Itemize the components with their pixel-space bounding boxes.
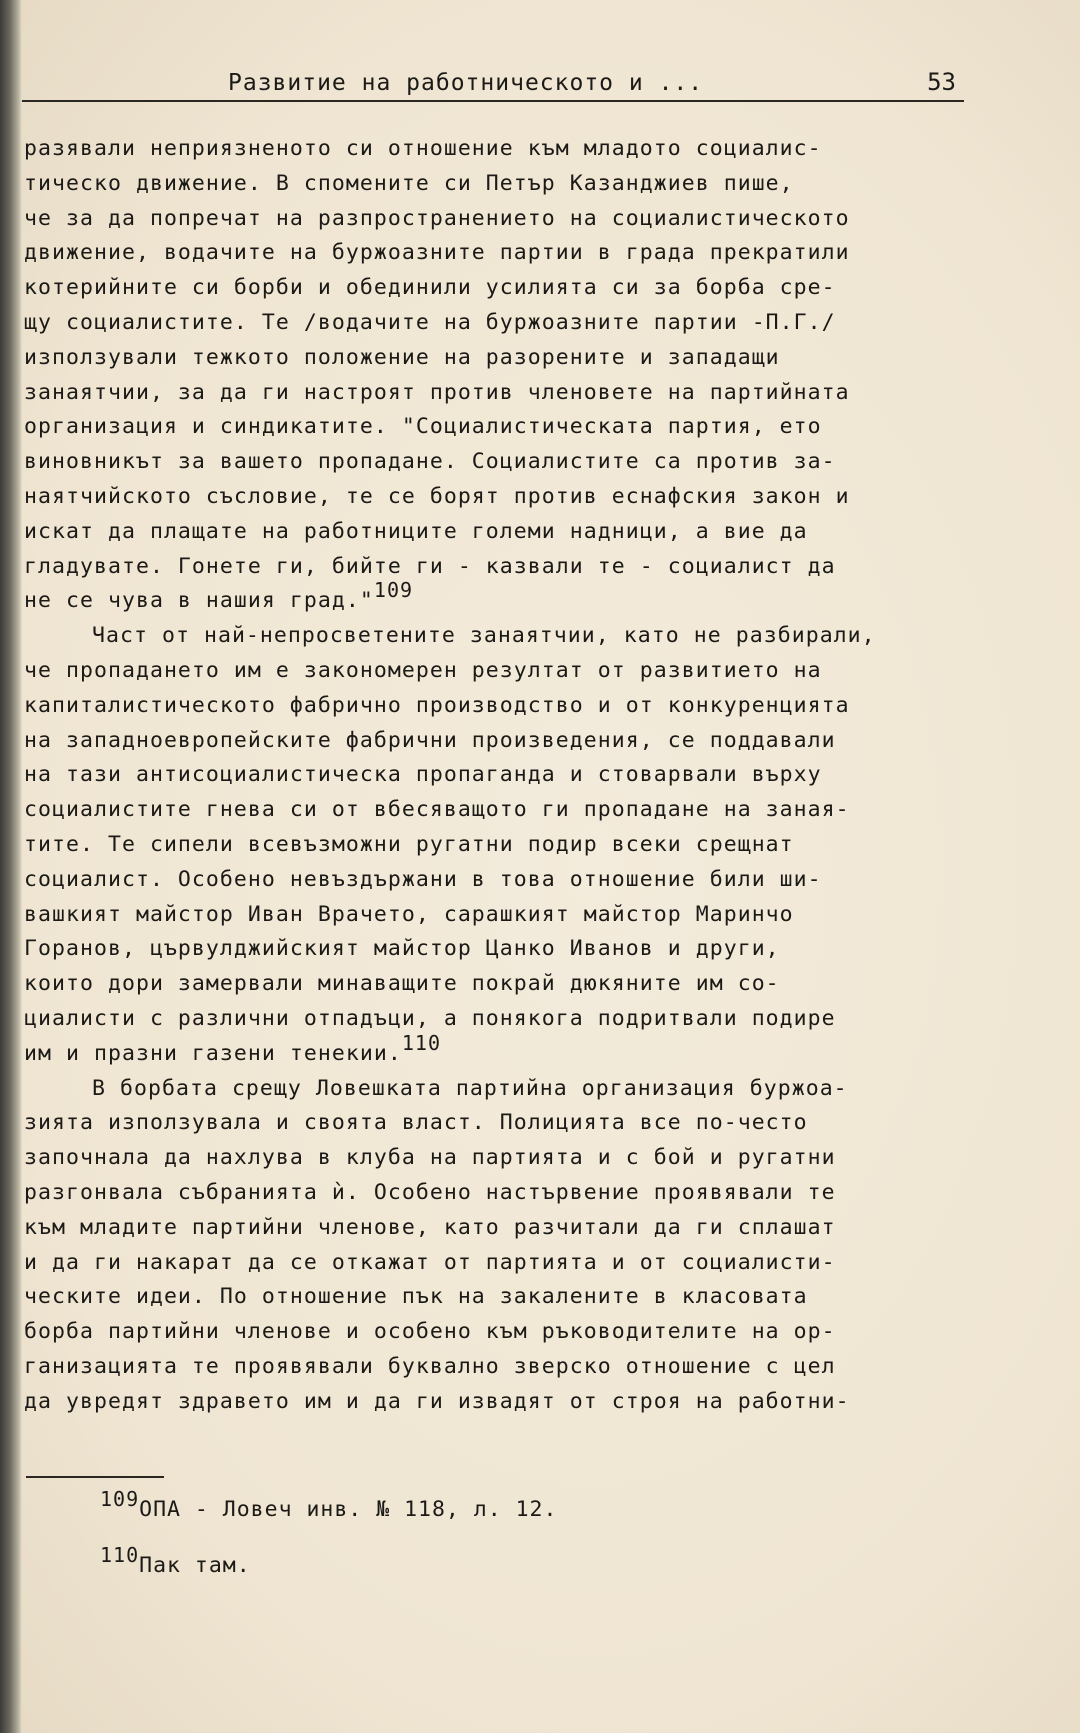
text-line: социалист. Особено невъздържани в това отношение били ши- — [24, 866, 822, 892]
footnote-number: 110 — [100, 1542, 140, 1567]
running-header — [22, 64, 964, 104]
text-line: Част от най-непросветените занаятчии, като не разбирали, — [92, 623, 876, 649]
footnote-rule — [26, 1476, 164, 1478]
text-line: използували тежкото положение на разорените и западащи — [24, 344, 780, 370]
text-line-with-footnote — [24, 1030, 976, 1072]
text-line: зията използувала и своята власт. Полицията все по-често — [24, 1110, 808, 1136]
text-line: започнала да нахлува в клуба на партията и с бой и ругатни — [24, 1145, 836, 1171]
text-line: ганизацията те проявявали буквално зверско отношение с цел — [24, 1353, 836, 1379]
text-line: им и празни газени тенекии. — [24, 1040, 402, 1066]
footnote-number: 109 — [100, 1486, 140, 1511]
text-line: на западноевропейските фабрични произведения, се поддавали — [24, 727, 836, 753]
text-line: движение, водачите на буржоазните партии в града прекратили — [24, 240, 850, 266]
text-line: тите. Те сипели всевъзможни ругатни подир всеки срещнат — [24, 831, 794, 857]
text-line: ческите идеи. По отношение пък на закалените в класовата — [24, 1284, 808, 1310]
footnote-text: ОПА - Ловеч инв. № 118, л. 12. — [139, 1497, 558, 1522]
book-binding-edge — [0, 0, 22, 1733]
text-line: че пропадането им е закономерен резултат от развитието на — [24, 657, 822, 683]
text-line: виновникът за вашето пропадане. Социалистите са против за- — [24, 449, 836, 475]
page-number: 53 — [927, 68, 956, 96]
text-line-with-footnote — [24, 578, 976, 619]
text-line: не се чува в нашия град." — [24, 588, 374, 614]
text-line: наятчийското съсловие, те се борят против еснафския закон и — [24, 483, 850, 509]
text-line: към младите партийни членове, като разчитали да ги сплашат — [24, 1214, 836, 1240]
text-line: искат да плащате на работниците големи надници, а вие да — [24, 518, 808, 544]
text-line: на тази антисоциалистическа пропаганда и стоварвали върху — [24, 762, 822, 788]
text-line: които дори замервали минаващите покрай дюкяните им со- — [24, 971, 780, 997]
text-line: вашкият майстор Иван Врачето, сарашкият майстор Маринчо — [24, 901, 794, 927]
text-line: организация и синдикатите. "Социалистическата партия, ето — [24, 414, 822, 440]
text-line: разгонвала събранията ѝ. Особено настървение проявявали те — [24, 1179, 836, 1205]
text-line: циалисти с различни отпадъци, а понякога подритвали подире — [24, 1005, 836, 1031]
text-line: борба партийни членове и особено към ръководителите на ор- — [24, 1319, 836, 1345]
header-rule — [22, 100, 964, 102]
text-line: че за да попречат на разпространението на социалистическото — [24, 205, 850, 231]
text-line: гладувате. Гонете ги, бийте ги - казвали те - социалист да — [24, 553, 836, 579]
footnote-ref-110: 110 — [401, 1030, 442, 1055]
footnote-109 — [100, 1482, 960, 1538]
text-line: разявали неприязненото си отношение към младото социалис- — [24, 136, 822, 161]
footnotes — [100, 1482, 960, 1594]
text-line: тическо движение. В спомените си Петър Казанджиев пише, — [24, 170, 794, 196]
text-line: В борбата срещу Ловешката партийна организация буржоа- — [92, 1075, 848, 1101]
text-line: щу социалистите. Те /водачите на буржоазните партии -П.Г./ — [24, 309, 836, 335]
text-line: социалистите гнева си от вбесяващото ги пропадане на заная- — [24, 797, 850, 823]
running-header-title: Развитие на работническото и ... — [228, 70, 704, 96]
text-line: да увредят здравето им и да ги извадят от строя на работни- — [24, 1388, 850, 1414]
footnote-text: Пак там. — [139, 1553, 251, 1578]
body-text — [24, 132, 976, 1419]
text-line: котерийните си борби и обединили усилията си за борба сре- — [24, 275, 836, 301]
footnote-110 — [100, 1538, 960, 1594]
text-line: и да ги накарат да се откажат от партията и от социалисти- — [24, 1249, 836, 1275]
text-line: капиталистическото фабрично производство и от конкуренцията — [24, 692, 850, 718]
footnote-ref-109: 109 — [373, 578, 414, 603]
text-line: Горанов, цървулджийският майстор Цанко Иванов и други, — [24, 936, 780, 962]
text-line: занаятчии, за да ги настроят против членовете на партийната — [24, 379, 850, 405]
